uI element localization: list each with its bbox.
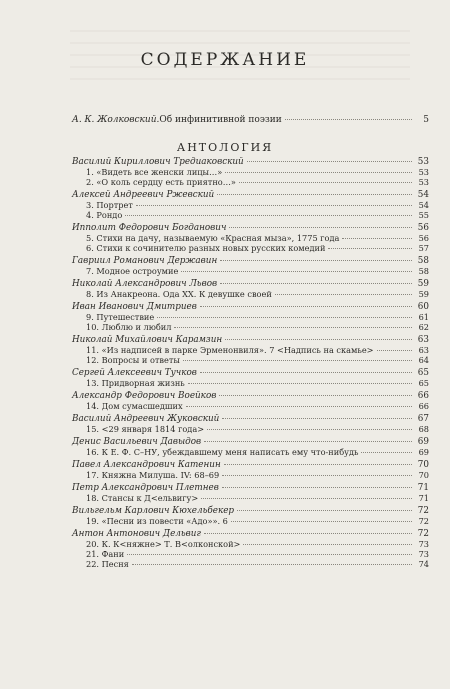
- leader-dots: [174, 327, 412, 328]
- leader-dots: [342, 238, 412, 239]
- leader-dots: [377, 350, 412, 351]
- section-heading: АНТОЛОГИЯ: [176, 141, 274, 154]
- entry-page: 73: [418, 539, 429, 549]
- entry-page: 65: [417, 368, 429, 378]
- toc-poem-entry: [72, 355, 429, 365]
- toc-poem-entry: [72, 266, 429, 276]
- entry-title: 12. Вопросы и ответы: [86, 355, 180, 365]
- toc-poem-entry: [72, 493, 429, 503]
- leader-dots: [181, 271, 412, 272]
- entry-title: 18. Стансы к Д<ельвигу>: [86, 493, 199, 503]
- entry-title: 15. <29 января 1814 года>: [86, 424, 205, 434]
- entry-title: 9. Путешествие: [86, 312, 155, 322]
- leader-dots: [220, 260, 412, 261]
- entry-title: Василий Кириллович Тредиаковский: [72, 157, 244, 167]
- entry-title: Петр Александрович Плетнев: [72, 483, 219, 493]
- toc-poem-entry: [72, 312, 429, 322]
- entry-page: 66: [418, 401, 429, 411]
- leader-dots: [204, 441, 412, 442]
- toc-poem-entry: [72, 200, 429, 210]
- toc-poem-entry: [72, 378, 429, 388]
- toc-poem-entry: [72, 549, 429, 559]
- entry-page: 68: [418, 424, 429, 434]
- entry-page: 53: [417, 157, 429, 167]
- entry-title: Павел Александрович Катенин: [72, 460, 221, 470]
- toc-poem-entry: [72, 539, 429, 549]
- entry-title: 1. «Видеть все женски лицы…»: [86, 167, 223, 177]
- entry-page: 53: [418, 177, 429, 187]
- page-title: СОДЕРЖАНИЕ: [140, 50, 310, 70]
- intro-text: Об инфинитивной поэзии: [159, 115, 282, 125]
- toc-author-entry: [72, 506, 429, 516]
- entry-page: 71: [417, 483, 429, 493]
- entry-title: 16. К Е. Ф. С–НУ, убеждавшему меня написать ему что-нибудь: [86, 447, 359, 457]
- intro-entry: [72, 115, 429, 125]
- entry-page: 72: [417, 506, 429, 516]
- toc-poem-entry: [72, 516, 429, 526]
- toc-list: [72, 157, 429, 569]
- entry-page: 66: [417, 391, 429, 401]
- toc-poem-entry: [72, 167, 429, 177]
- leader-dots: [217, 194, 412, 195]
- entry-title: Алексей Андреевич Ржевский: [72, 190, 215, 200]
- entry-page: 58: [418, 266, 429, 276]
- leader-dots: [222, 487, 412, 488]
- toc-poem-entry: [72, 424, 429, 434]
- entry-title: 22. Песня: [86, 559, 129, 569]
- leader-dots: [201, 498, 412, 499]
- toc-author-entry: [72, 391, 429, 401]
- entry-title: Вильгельм Карлович Кюхельбекер: [72, 506, 235, 516]
- intro-page: 5: [423, 115, 429, 125]
- toc-poem-entry: [72, 470, 429, 480]
- entry-page: 71: [418, 493, 429, 503]
- toc-poem-entry: [72, 401, 429, 411]
- entry-page: 70: [417, 460, 429, 470]
- entry-page: 55: [418, 210, 429, 220]
- toc-author-entry: [72, 529, 429, 539]
- toc-author-entry: [72, 223, 429, 233]
- entry-title: 3. Портрет: [86, 200, 133, 210]
- entry-title: 7. Модное остроумие: [86, 266, 179, 276]
- leader-dots: [285, 119, 412, 120]
- entry-title: 14. Дом сумасшедших: [86, 401, 183, 411]
- toc-poem-entry: [72, 243, 429, 253]
- intro-author: А. К. Жолковский.: [72, 115, 160, 125]
- leader-dots: [183, 360, 412, 361]
- entry-page: 69: [418, 447, 429, 457]
- entry-title: 11. «Из надписей в парке Эрменонвиля». 7 <Надпись на скамье>: [86, 345, 374, 355]
- entry-title: Василий Андреевич Жуковский: [72, 414, 220, 424]
- entry-title: 17. Княжна Милуша. IV: 68–69: [86, 470, 220, 480]
- toc-author-entry: [72, 437, 429, 447]
- leader-dots: [127, 554, 412, 555]
- entry-page: 56: [417, 223, 429, 233]
- leader-dots: [222, 475, 412, 476]
- leader-dots: [204, 533, 412, 534]
- toc-poem-entry: [72, 177, 429, 187]
- entry-page: 73: [418, 549, 429, 559]
- entry-page: 59: [417, 279, 429, 289]
- entry-page: 74: [418, 559, 429, 569]
- toc-poem-entry: [72, 322, 429, 332]
- leader-dots: [188, 383, 412, 384]
- entry-page: 59: [418, 289, 429, 299]
- leader-dots: [237, 510, 412, 511]
- entry-page: 65: [418, 378, 429, 388]
- entry-title: Гавриил Романович Державин: [72, 256, 218, 266]
- toc-author-entry: [72, 256, 429, 266]
- entry-page: 72: [418, 516, 429, 526]
- leader-dots: [222, 418, 412, 419]
- entry-title: Николай Михайлович Карамзин: [72, 335, 223, 345]
- entry-title: 2. «О коль сердцу есть приятно…»: [86, 177, 236, 187]
- toc-author-entry: [72, 157, 429, 167]
- entry-page: 54: [417, 190, 429, 200]
- toc-poem-entry: [72, 233, 429, 243]
- entry-page: 57: [418, 243, 429, 253]
- toc-author-entry: [72, 302, 429, 312]
- entry-title: Александр Федорович Воейков: [72, 391, 217, 401]
- toc-author-entry: [72, 414, 429, 424]
- entry-page: 63: [418, 345, 429, 355]
- entry-title: 21. Фани: [86, 549, 125, 559]
- entry-title: Николай Александрович Львов: [72, 279, 218, 289]
- leader-dots: [247, 161, 412, 162]
- entry-page: 58: [417, 256, 429, 266]
- entry-title: 6. Стихи к сочинителю разных новых русских комедий: [86, 243, 326, 253]
- entry-page: 69: [417, 437, 429, 447]
- toc-author-entry: [72, 335, 429, 345]
- toc-author-entry: [72, 368, 429, 378]
- entry-title: 10. Люблю и любил: [86, 322, 172, 332]
- leader-dots: [200, 306, 412, 307]
- entry-page: 60: [417, 302, 429, 312]
- leader-dots: [207, 429, 412, 430]
- leader-dots: [239, 182, 412, 183]
- leader-dots: [224, 464, 412, 465]
- leader-dots: [243, 544, 412, 545]
- entry-page: 61: [418, 312, 429, 322]
- leader-dots: [229, 227, 412, 228]
- entry-title: Денис Васильевич Давыдов: [72, 437, 202, 447]
- toc-author-entry: [72, 279, 429, 289]
- entry-title: 20. К. К<няжне> Т. В<олконской>: [86, 539, 241, 549]
- toc-poem-entry: [72, 559, 429, 569]
- toc-poem-entry: [72, 345, 429, 355]
- leader-dots: [136, 205, 412, 206]
- entry-page: 72: [417, 529, 429, 539]
- leader-dots: [225, 339, 412, 340]
- entry-title: 19. «Песни из повести «Адо»». 6: [86, 516, 228, 526]
- entry-page: 70: [418, 470, 429, 480]
- leader-dots: [219, 395, 412, 396]
- leader-dots: [186, 406, 412, 407]
- entry-page: 53: [418, 167, 429, 177]
- leader-dots: [231, 521, 412, 522]
- toc-author-entry: [72, 190, 429, 200]
- entry-page: 62: [418, 322, 429, 332]
- leader-dots: [200, 372, 412, 373]
- entry-page: 64: [418, 355, 429, 365]
- entry-page: 56: [418, 233, 429, 243]
- leader-dots: [328, 248, 412, 249]
- leader-dots: [220, 283, 412, 284]
- leader-dots: [157, 317, 412, 318]
- leader-dots: [361, 452, 412, 453]
- entry-title: 5. Стихи на дачу, называемую «Красная мыза», 1775 года: [86, 233, 340, 243]
- entry-title: Сергей Алексеевич Тучков: [72, 368, 197, 378]
- entry-page: 54: [418, 200, 429, 210]
- entry-title: 8. Из Анакреона. Ода XX. К девушке своей: [86, 289, 272, 299]
- entry-page: 67: [417, 414, 429, 424]
- leader-dots: [275, 294, 412, 295]
- entry-title: Антон Антонович Дельвиг: [72, 529, 201, 539]
- toc-poem-entry: [72, 210, 429, 220]
- entry-page: 63: [417, 335, 429, 345]
- leader-dots: [132, 564, 412, 565]
- leader-dots: [125, 215, 412, 216]
- toc-author-entry: [72, 483, 429, 493]
- leader-dots: [225, 172, 412, 173]
- toc-author-entry: [72, 460, 429, 470]
- entry-title: Иван Иванович Дмитриев: [72, 302, 197, 312]
- entry-title: 4. Рондо: [86, 210, 123, 220]
- toc-poem-entry: [72, 447, 429, 457]
- entry-title: 13. Придворная жизнь: [86, 378, 185, 388]
- entry-title: Ипполит Федорович Богданович: [72, 223, 227, 233]
- toc-poem-entry: [72, 289, 429, 299]
